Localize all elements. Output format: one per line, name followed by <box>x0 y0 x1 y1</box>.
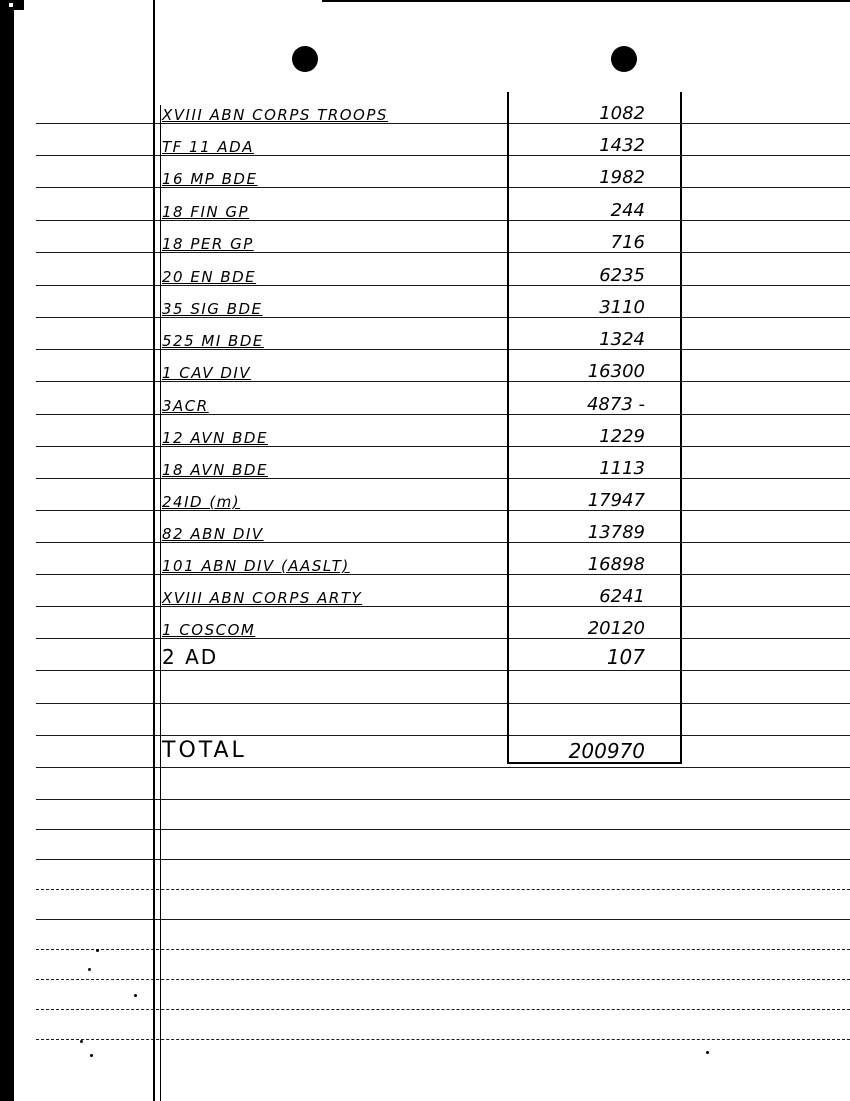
unit-count: 20120 <box>587 618 645 639</box>
scan-speck <box>80 1040 83 1043</box>
table-row <box>160 262 840 286</box>
unit-name: 2 AD <box>162 645 219 669</box>
unit-count: 16300 <box>587 361 645 382</box>
unit-name: 3ACR <box>162 397 209 415</box>
unit-name: TF 11 ADA <box>162 138 254 156</box>
unit-name: XVIII ABN CORPS TROOPS <box>162 106 388 124</box>
total-row <box>160 739 840 763</box>
ruled-line <box>36 1039 850 1040</box>
unit-count: 1982 <box>599 167 645 188</box>
unit-name: 82 ABN DIV <box>162 525 264 543</box>
ruled-line <box>36 767 850 768</box>
unit-name: 24ID (m) <box>162 493 241 511</box>
unit-name: 16 MP BDE <box>162 170 258 188</box>
table-row <box>160 519 840 543</box>
unit-count: 1113 <box>599 458 645 479</box>
unit-count: 107 <box>606 645 645 669</box>
punch-hole-left <box>292 46 318 72</box>
table-row <box>160 100 840 124</box>
scan-speck <box>134 994 137 997</box>
unit-count: 16898 <box>587 554 645 575</box>
ruled-line <box>36 949 850 950</box>
unit-count: 4873 - <box>586 394 645 415</box>
scan-edge-notch-gap <box>9 3 13 7</box>
scan-edge-notch <box>14 0 24 10</box>
unit-name: 18 AVN BDE <box>162 461 268 479</box>
unit-count: 6235 <box>599 265 645 286</box>
unit-name: 20 EN BDE <box>162 268 257 286</box>
table-row <box>160 615 840 639</box>
total-value: 200970 <box>568 739 645 763</box>
scan-edge-bar <box>0 0 14 1101</box>
table-row <box>160 583 840 607</box>
table-row <box>160 294 840 318</box>
table-row <box>160 197 840 221</box>
unit-count: 1432 <box>599 135 645 156</box>
unit-count: 716 <box>610 232 645 253</box>
unit-count: 6241 <box>599 586 645 607</box>
table-row <box>160 645 840 669</box>
ruled-line <box>36 979 850 980</box>
ruled-line <box>36 919 850 920</box>
unit-name: 18 FIN GP <box>162 203 250 221</box>
scan-speck <box>90 1054 93 1057</box>
scan-speck <box>96 949 99 952</box>
punch-hole-right <box>611 46 637 72</box>
unit-name: 101 ABN DIV (AASLT) <box>162 557 350 575</box>
total-label: TOTAL <box>162 738 247 763</box>
unit-count: 1324 <box>599 329 645 350</box>
ruled-line <box>36 799 850 800</box>
unit-name: 35 SIG BDE <box>162 300 263 318</box>
unit-count: 3110 <box>599 297 645 318</box>
unit-count: 1082 <box>599 103 645 124</box>
ruled-line <box>36 703 850 704</box>
table-row <box>160 164 840 188</box>
table-row <box>160 487 840 511</box>
unit-name: XVIII ABN CORPS ARTY <box>162 589 363 607</box>
table-row <box>160 132 840 156</box>
unit-name: 525 MI BDE <box>162 332 264 350</box>
unit-count: 244 <box>610 200 645 221</box>
unit-count: 13789 <box>587 522 645 543</box>
ruled-line <box>36 829 850 830</box>
table-row <box>160 391 840 415</box>
table-row <box>160 229 840 253</box>
table-row <box>160 358 840 382</box>
unit-name: 12 AVN BDE <box>162 429 268 447</box>
table-row <box>160 551 840 575</box>
ruled-line <box>36 859 850 860</box>
unit-name: 18 PER GP <box>162 235 254 253</box>
table-row <box>160 455 840 479</box>
table-row <box>160 423 840 447</box>
unit-count: 1229 <box>599 426 645 447</box>
table-row <box>160 326 840 350</box>
top-edge-line <box>322 0 850 2</box>
ruled-line <box>36 670 850 671</box>
scan-speck <box>88 968 91 971</box>
scan-speck <box>706 1051 709 1054</box>
ruled-line <box>36 1009 850 1010</box>
unit-name: 1 CAV DIV <box>162 364 252 382</box>
margin-line <box>153 0 155 1101</box>
unit-count: 17947 <box>587 490 645 511</box>
ruled-line <box>36 735 850 736</box>
ruled-line <box>36 889 850 890</box>
unit-name: 1 COSCOM <box>162 621 256 639</box>
